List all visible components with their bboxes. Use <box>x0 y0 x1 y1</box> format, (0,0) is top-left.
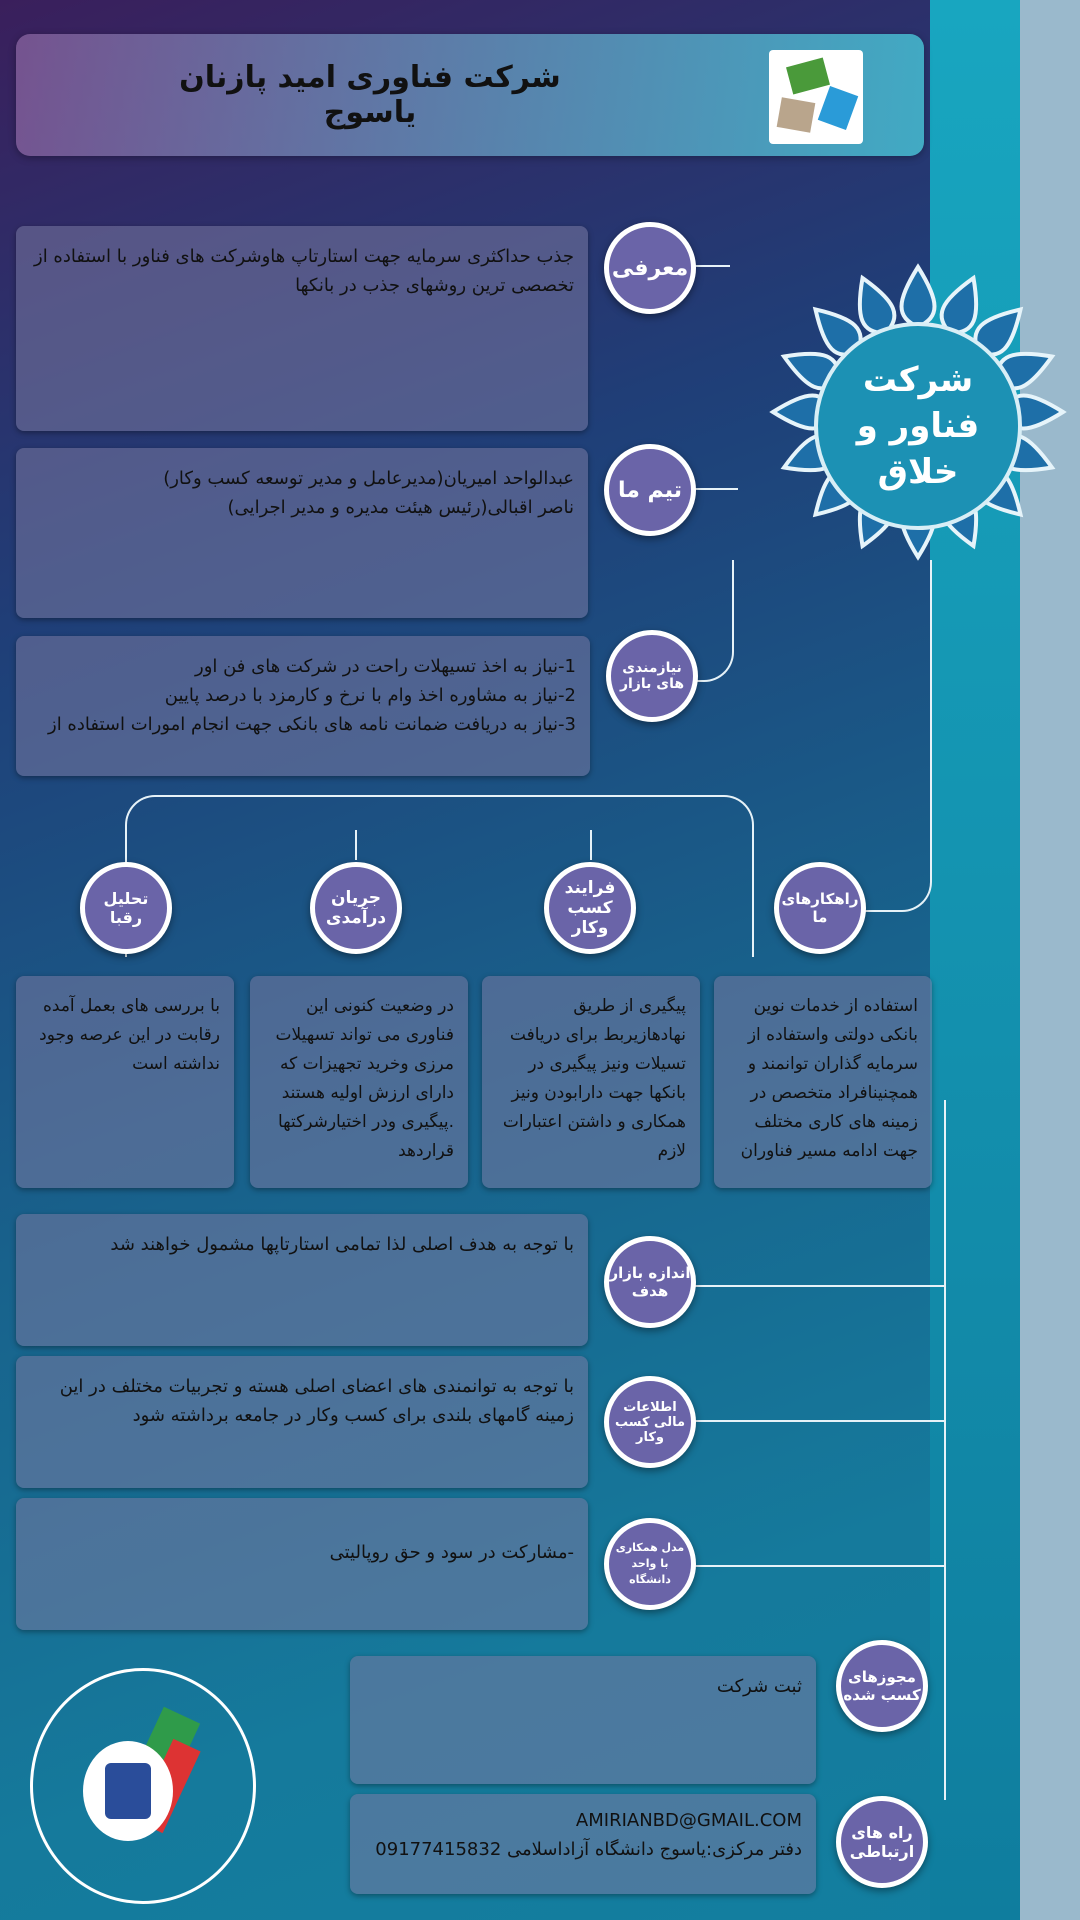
financial-panel <box>16 1356 588 1488</box>
cooperation-badge: مدل همکاری با واحد دانشگاه <box>604 1518 696 1610</box>
solutions-panel <box>714 976 932 1188</box>
revenue-panel <box>250 976 468 1188</box>
page-title: شرکت فناوری امید پازنان یاسوج <box>179 60 561 130</box>
needs-line: 2-نیاز به مشاوره اخذ وام با نرخ و کارمزد با درصد پایین <box>164 685 576 706</box>
needs-badge: نیازمندی های بازار <box>606 630 698 722</box>
needs-line: 1-نیاز به اخذ تسیهلات راحت در شرکت های فن اور <box>195 656 576 677</box>
connector-line <box>690 1420 945 1422</box>
hero-emblem-text: شرکت فناور و خلاق <box>814 322 1022 530</box>
team-line: عبدالواحد امیریان(مدیرعامل و مدیر توسعه کسب وکار) <box>163 468 574 489</box>
market-size-panel <box>16 1214 588 1346</box>
competitors-badge: تحلیل رقبا <box>80 862 172 954</box>
contact-address: دفتر مرکزی:یاسوج دانشگاه آزاداسلامی 09177415832 <box>375 1839 802 1860</box>
process-text: پیگیری از طریق نهادهازیربط برای دریافت تسیلات ونیز پیگیری در بانکها جهت دارابودن ونیز همکاری و داشتن اعتبارات لازم <box>497 996 686 1161</box>
connector-line <box>125 795 754 957</box>
market-size-badge: اندازه بازار هدف <box>604 1236 696 1328</box>
licenses-text: ثبت شرکت <box>716 1676 802 1697</box>
cooperation-text: -مشارکت در سود و حق روپالیتی <box>329 1542 574 1563</box>
recycle-logo-icon <box>769 50 863 144</box>
contact-badge: راه های ارتباطی <box>836 1796 928 1888</box>
needs-line: 3-نیاز به دریافت ضمانت نامه های بانکی جهت انجام امورات استفاده از <box>48 714 576 735</box>
connector-line <box>944 1100 946 1800</box>
contact-panel <box>350 1794 816 1894</box>
solutions-badge: راهکارهای ما <box>774 862 866 954</box>
competitors-text: با بررسی های بعمل آمده رقابت در این عرصه وجود نداشته است <box>33 996 220 1074</box>
process-panel <box>482 976 700 1188</box>
cooperation-panel <box>16 1498 588 1630</box>
connector-line <box>690 265 730 267</box>
solutions-text: استفاده از خدمات نوین بانکی دولتی واستفاده از سرمایه گذاران توانمند و همچنینافراد متخصص در زمینه های کاری مختلف جهت ادامه مسیر فناوران <box>740 996 918 1161</box>
needs-panel <box>16 636 590 776</box>
financial-badge: اطلاعات مالی کسب وکار <box>604 1376 696 1468</box>
intro-badge: معرفی <box>604 222 696 314</box>
connector-line <box>692 560 734 682</box>
licenses-panel <box>350 1656 816 1784</box>
connector-line <box>690 1285 945 1287</box>
financial-text: با توجه به توانمندی های اعضای اصلی هسته و تجربیات مختلف در این زمینه گامهای بلندی برای کسب وکار در جامعه برداشته شود <box>53 1376 574 1426</box>
connector-line <box>355 830 357 860</box>
connector-line <box>690 1565 945 1567</box>
team-badge: تیم ما <box>604 444 696 536</box>
contact-email: AMIRIANBD@GMAIL.COM <box>575 1810 802 1831</box>
market-size-text: با توجه به هدف اصلی لذا تمامی استارتاپها مشمول خواهند شد <box>110 1234 574 1255</box>
revenue-badge: جریان درآمدی <box>310 862 402 954</box>
intro-panel <box>16 226 588 431</box>
licenses-badge: مجوزهای کسب شده <box>836 1640 928 1732</box>
university-logo-icon <box>30 1668 256 1904</box>
revenue-text: در وضعیت کنونی این فناوری می تواند تسهیلات مرزی وخرید تجهیزات که دارای ارزش اولیه هستند .پیگیری ودر اختیارشرکتها قراردهد <box>270 996 454 1161</box>
connector-line <box>690 488 738 490</box>
process-badge: فرایند کسب وکار <box>544 862 636 954</box>
competitors-panel <box>16 976 234 1188</box>
intro-text: جذب حداکثری سرمایه جهت استارتاپ هاوشرکت های فناور با استفاده از تخصصی ترین روشهای جذب در بانکها <box>28 246 574 296</box>
connector-line <box>590 830 592 860</box>
connector-line <box>820 560 932 912</box>
team-panel <box>16 448 588 618</box>
team-line: ناصر اقبالی(رئیس هیئت مدیره و مدیر اجرایی) <box>227 497 574 518</box>
